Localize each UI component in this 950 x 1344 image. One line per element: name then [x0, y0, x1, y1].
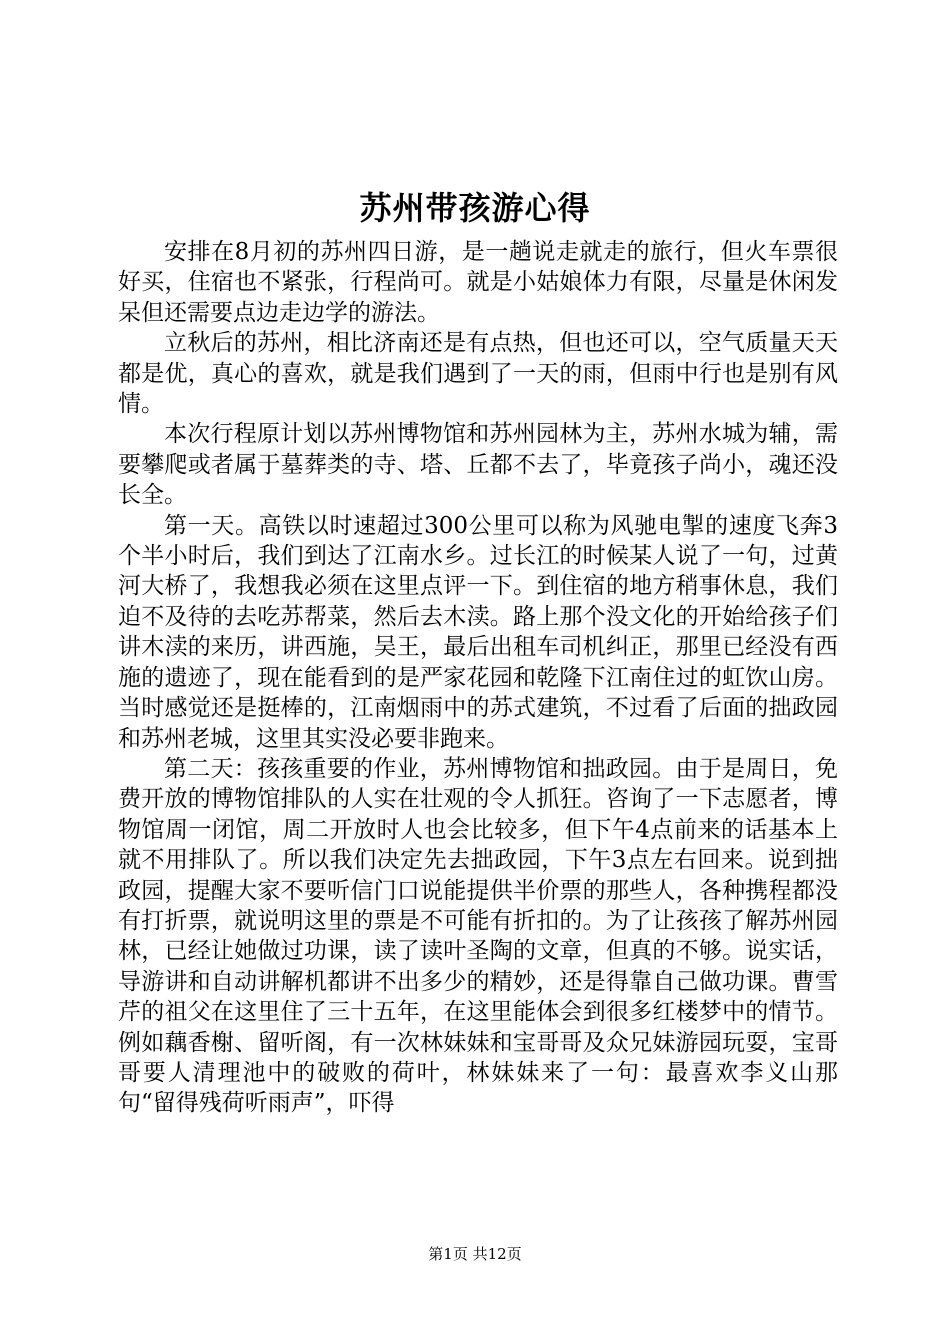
paragraph-1: 安排在8月初的苏州四日游，是一趟说走就走的旅行，但火车票很好买，住宿也不紧张，行程尚可。就是小姑娘体力有限，尽量是休闲发呆但还需要点边走边学的游法。 — [118, 239, 838, 326]
paragraph-4: 第一天。高铁以时速超过300公里可以称为风驰电掣的速度飞奔3个半小时后，我们到达了江南水乡。过长江的时候某人说了一句，过黄河大桥了，我想我必须在这里点评一下。到住宿的地方稍事休息，我们迫不及待的去吃苏帮菜，然后去木渎。路上那个没文化的开始给孩子们讲木渎的来历，讲西施，吴王，最后出租车司机纠正，那里已经没有西施的遗迹了，现在能看到的是严家花园和乾隆下江南住过的虹饮山房。当时感觉还是挺棒的，江南烟雨中的苏式建筑，不过看了后面的拙政园和苏州老城，这里其实没必要非跑来。 — [118, 512, 838, 752]
document-body — [118, 237, 838, 1119]
paragraph-5: 第二天：孩孩重要的作业，苏州博物馆和拙政园。由于是周日，免费开放的博物馆排队的人实在壮观的令人抓狂。咨询了一下志愿者，博物馆周一闭馆，周二开放时人也会比较多，但下午4点前来的话基本上就不用排队了。所以我们决定先去拙政园，下午3点左右回来。说到拙政园，提醒大家不要听信门口说能提供半价票的那些人，各种携程都没有打折票，就说明这里的票是不可能有折扣的。为了让孩孩了解苏州园林，已经让她做过功课，读了读叶圣陶的文章，但真的不够。说实话，导游讲和自动讲解机都讲不出多少的精妙，还是得靠自己做功课。曹雪芹的祖父在这里住了三十五年，在这里能体会到很多红楼梦中的情节。例如藕香榭、留听阁，有一次林妹妹和宝哥哥及众兄妹游园玩耍，宝哥哥要人清理池中的破败的荷叶，林妹妹来了一句：最喜欢李义山那句“留得残荷听雨声”，吓得 — [118, 755, 838, 1117]
paragraph-3: 本次行程原计划以苏州博物馆和苏州园林为主，苏州水城为辅，需要攀爬或者属于墓葬类的寺、塔、丘都不去了，毕竟孩子尚小，魂还没长全。 — [118, 421, 838, 509]
document-title: 苏州带孩游心得 — [359, 189, 591, 227]
page-number-footer: 第1页 共12页 — [428, 1245, 522, 1263]
paragraph-2: 立秋后的苏州，相比济南还是有点热，但也还可以，空气质量天天都是优，真心的喜欢，就是我们遇到了一天的雨，但雨中行也是别有风情。 — [118, 330, 838, 418]
